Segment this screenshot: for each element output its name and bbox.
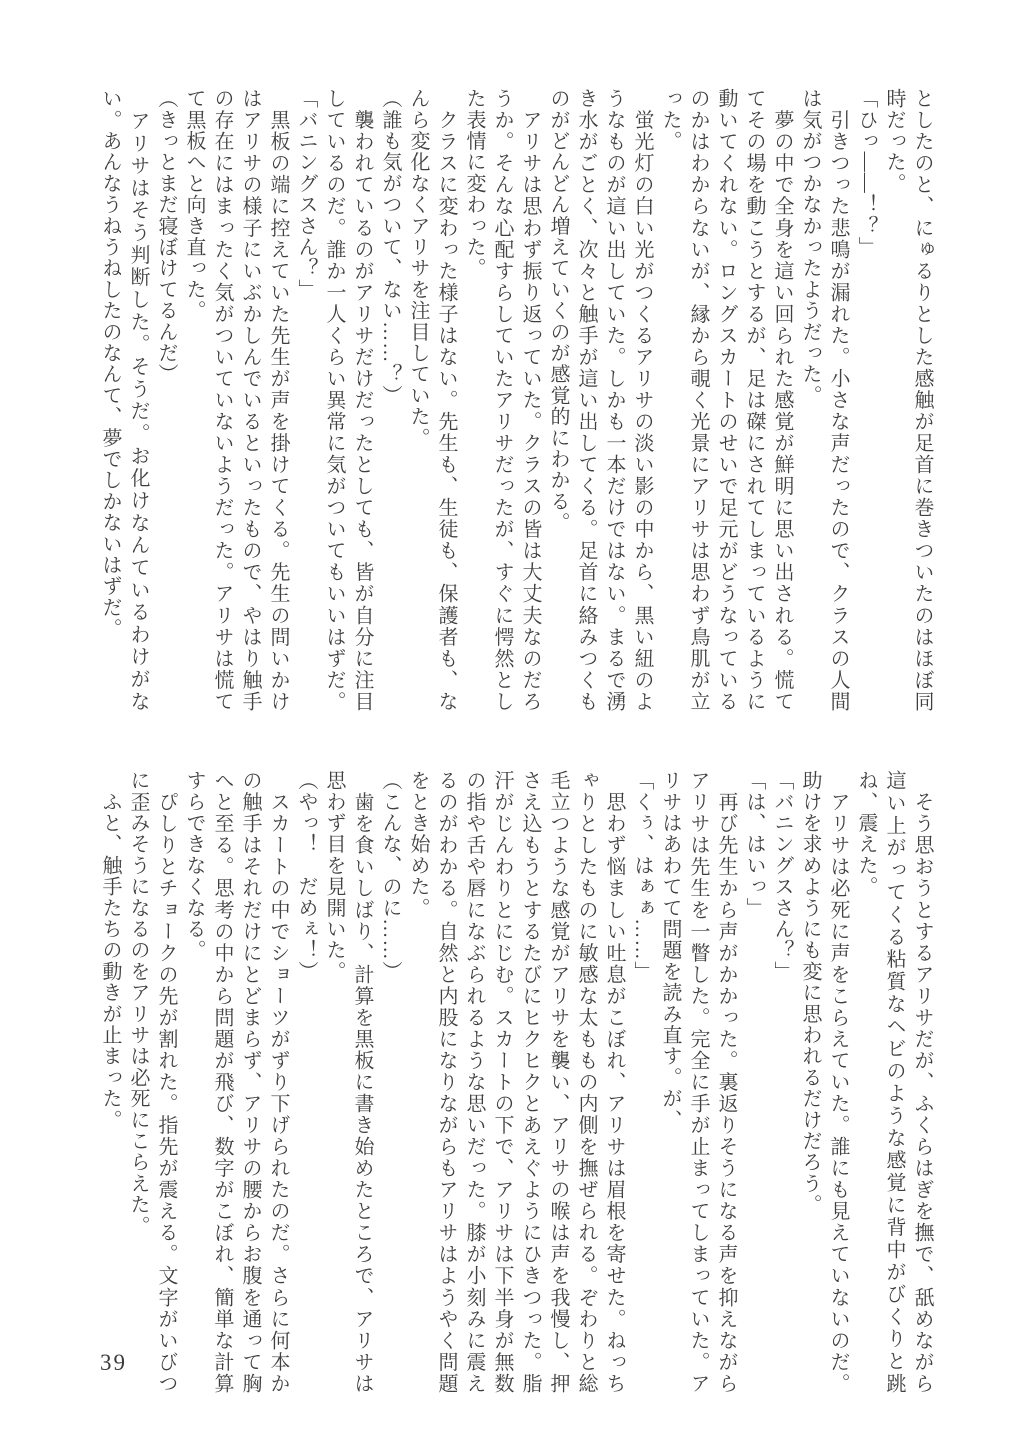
text-line: さえ込もうとするたびにヒクヒクとあえぐようにひきつった。脂 [519, 770, 541, 1394]
text-line: 思わず目を見開いた。 [323, 770, 345, 982]
text-line: クラスに変わった様子はない。先生も、生徒も、保護者も、な [435, 88, 457, 712]
text-line: た表情に変わった。 [463, 88, 485, 279]
text-line: アリサはそう判断した。そうだ。お化けなんているわけがな [127, 88, 149, 712]
text-line: うなものが這い出していた。しかも一本だけではない。まるで湧 [603, 88, 625, 712]
text-line: 動いてくれない。ロングスカートのせいで足元がどうなっている [715, 88, 737, 712]
text-line: 「くぅ、はぁぁ……」 [631, 770, 653, 982]
text-line: 「は、はいっ」 [743, 770, 765, 919]
text-line: そう思おうとするアリサだが、ふくらはぎを撫で、舐めながら [911, 770, 933, 1394]
text-line: の触手はそれだけにとどまらず、アリサの腰からお腹を通って胸 [239, 770, 261, 1394]
text-line: しているのだ。誰か一人くらい異常に気がついてもいいはずだ。 [323, 88, 345, 712]
page-number: 39 [100, 1350, 127, 1375]
text-line: すらできなくなる。 [183, 770, 205, 961]
text-line: （こんな、のに……） [379, 770, 401, 982]
text-line: 歯を食いしばり、計算を黒板に書き始めたところで、アリサは [351, 770, 373, 1394]
text-line: ふと、触手たちの動きが止まった。 [99, 770, 121, 1131]
text-line: アリサは必死に声をこらえていた。誰にも見えていないのだ。 [827, 770, 849, 1394]
text-line: のかはわからないが、縁から覗く光景にアリサは思わず鳥肌が立 [687, 88, 709, 712]
text-line: 蛍光灯の白い光がつくるアリサの淡い影の中から、黒い紐のよ [631, 88, 653, 712]
text-line: の指や舌や唇になぶられるような思いだった。膝が小刻みに震え [463, 770, 485, 1394]
text-line: 「バニングスさん？」 [295, 88, 317, 300]
text-line: は気がつかなかったようだった。 [799, 88, 821, 406]
text-line: 夢の中で全身を這い回られた感覚が鮮明に思い出される。慌て [771, 88, 793, 712]
text-line: （やっ！ だめぇ！） [295, 770, 317, 982]
text-line: 助けを求めようにも変に思われるだけだろう。 [799, 770, 821, 1216]
text-line: としたのと、にゅるりとした感触が足首に巻きついたのはほぼ同 [911, 88, 933, 712]
text-line: ね、震えた。 [855, 770, 877, 898]
upper-text-block [96, 88, 936, 712]
text-line: うか。そんな心配すらしていたアリサだったが、すぐに愕然とし [491, 88, 513, 712]
text-line: 時だった。 [883, 88, 905, 194]
text-line: へと至る。思考の中から問題が飛び、数字がこぼれ、簡単な計算 [211, 770, 233, 1394]
text-line: 這い上がってくる粘質なヘビのような感覚に背中がびくりと跳 [883, 770, 905, 1394]
text-line: い。あんなうねうねしたのなんて、夢でしかないはずだ。 [99, 88, 121, 640]
text-line: るのがわかる。自然と内股になりながらもアリサはようやく問題 [435, 770, 457, 1394]
text-line: 襲われているのがアリサだけだったとしても、皆が自分に注目 [351, 88, 373, 712]
text-line: アリサは先生を一瞥した。完全に手が止まってしまっていた。ア [687, 770, 709, 1394]
text-line: った。 [659, 88, 681, 152]
text-line: 「ひっ――！？」 [855, 88, 877, 258]
text-line: アリサは思わず振り返っていた。クラスの皆は大丈夫なのだろ [519, 88, 541, 712]
text-line: に歪みそうになるのをアリサは必死にこらえた。 [127, 770, 149, 1237]
text-line: 引きつった悲鳴が漏れた。小さな声だったので、クラスの人間 [827, 88, 849, 712]
text-line: をとき始めた。 [407, 770, 429, 919]
text-line: 毛立つような感覚がアリサを襲い、アリサの喉は声を我慢し、押 [547, 770, 569, 1394]
text-line: （きっとまだ寝ぼけてるんだ） [155, 88, 177, 385]
text-line: のがどんどん増えていくのが感覚的にわかる。 [547, 88, 569, 534]
text-line: の存在にはまったく気がついていないようだった。アリサは慌て [211, 88, 233, 712]
text-line: リサはあわてて問題を読み直す。が、 [659, 770, 681, 1131]
text-line: 汗がじんわりとにじむ。スカートの下で、アリサは下半身が無数 [491, 770, 513, 1394]
text-line: き水がごとく、次々と触手が這い出してくる。足首に絡みつくも [575, 88, 597, 712]
text-line: （誰も気がついて、ない……？） [379, 88, 401, 406]
text-line: ぴしりとチョークの先が割れた。指先が震える。文字がいびつ [155, 770, 177, 1394]
lower-text-block [96, 770, 936, 1394]
text-line: 「バニングスさん？」 [771, 770, 793, 982]
text-line: てその場を動こうとするが、足は磔にされてしまっているように [743, 88, 765, 712]
text-line: 黒板の端に控えていた先生が声を掛けてくる。先生の問いかけ [267, 88, 289, 712]
text-line: 再び先生から声がかかった。裏返りそうになる声を抑えながら [715, 770, 737, 1394]
text-line: 思わず悩ましい吐息がこぼれ、アリサは眉根を寄せた。ねっち [603, 770, 625, 1394]
text-line: んら変化なくアリサを注目していた。 [407, 88, 429, 449]
text-line: ゃりとしたものに敏感な太ももの内側を撫ぜられる。ぞわりと総 [575, 770, 597, 1394]
text-line: スカートの中でショーツがずり下げられたのだ。さらに何本か [267, 770, 289, 1394]
text-line: はアリサの様子にいぶかしんでいるといったもので、やはり触手 [239, 88, 261, 712]
text-line: て黒板へと向き直った。 [183, 88, 205, 322]
